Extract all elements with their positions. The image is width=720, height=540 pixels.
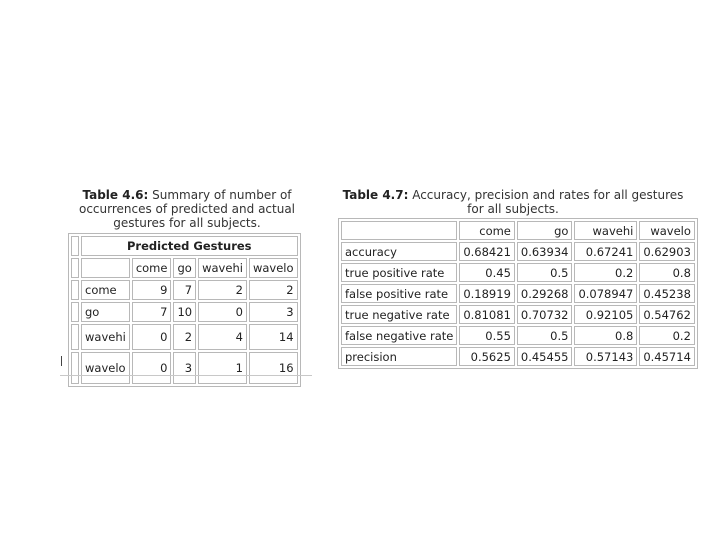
predicted-gestures-header: Predicted Gestures: [81, 236, 298, 256]
table-row: [341, 242, 695, 261]
cell-value: 0: [198, 302, 247, 322]
corner-cell: [341, 221, 457, 240]
cell-value: 0.63934: [517, 242, 573, 261]
cell-value: 0.67241: [574, 242, 637, 261]
cell-value: 0.5: [517, 263, 573, 282]
cell-value: 0.70732: [517, 305, 573, 324]
cell-value: 0.45238: [639, 284, 695, 303]
metric-label: precision: [341, 347, 457, 366]
blank-cell: [81, 258, 130, 278]
cell-value: 0.45455: [517, 347, 573, 366]
row-label: come: [81, 280, 130, 300]
table-row: [341, 347, 695, 366]
metric-label: false positive rate: [341, 284, 457, 303]
cell-value: 0.078947: [574, 284, 637, 303]
caption-label: Table 4.7:: [342, 188, 409, 202]
cell-value: 3: [173, 352, 196, 384]
cell-value: 0.5625: [459, 347, 515, 366]
row-label: go: [81, 302, 130, 322]
cell-value: 14: [249, 324, 298, 350]
metrics-table: [338, 218, 698, 369]
divider: [60, 375, 312, 376]
table-row: [71, 302, 298, 322]
cell-value: 0.2: [639, 326, 695, 345]
cell-value: 0.68421: [459, 242, 515, 261]
column-header: go: [173, 258, 196, 278]
cell-value: 0.5: [517, 326, 573, 345]
cell-value: 7: [132, 302, 172, 322]
caption-label: Table 4.6:: [82, 188, 149, 202]
cell-value: 3: [249, 302, 298, 322]
cell-value: 0.8: [639, 263, 695, 282]
column-header: wavelo: [639, 221, 695, 240]
cell-value: 2: [249, 280, 298, 300]
cell-value: 2: [173, 324, 196, 350]
cell-value: 0.57143: [574, 347, 637, 366]
caption-text: Summary of number of occurrences of predicted and actual gestures for all subjects.: [78, 188, 296, 230]
caption-text: Accuracy, precision and rates for all gestures for all subjects.: [408, 188, 684, 216]
table-row: [341, 284, 695, 303]
table-row: [341, 305, 695, 324]
row-label: wavehi: [81, 324, 130, 350]
column-header: come: [132, 258, 172, 278]
blank-cell: [71, 324, 79, 350]
metrics-table-panel: [338, 188, 691, 368]
confusion-matrix-table: [68, 233, 301, 387]
column-header: wavelo: [249, 258, 298, 278]
cell-value: 0.62903: [639, 242, 695, 261]
table-row: [341, 326, 695, 345]
cell-value: 0: [132, 352, 172, 384]
cell-value: 16: [249, 352, 298, 384]
blank-cell: [71, 258, 79, 278]
table-row: [71, 324, 298, 350]
blank-cell: [71, 352, 79, 384]
column-header: wavehi: [198, 258, 247, 278]
table-row: [341, 263, 695, 282]
cell-value: 9: [132, 280, 172, 300]
column-header: come: [459, 221, 515, 240]
cell-value: 0.81081: [459, 305, 515, 324]
cell-value: 0.45: [459, 263, 515, 282]
table-4-6-caption: [74, 188, 300, 230]
cell-value: 10: [173, 302, 196, 322]
metric-label: false negative rate: [341, 326, 457, 345]
metric-label: accuracy: [341, 242, 457, 261]
cell-value: 0.92105: [574, 305, 637, 324]
cell-value: 0.54762: [639, 305, 695, 324]
corner-cell: [71, 236, 79, 256]
cell-value: 7: [173, 280, 196, 300]
cell-value: 0.2: [574, 263, 637, 282]
metric-label: true negative rate: [341, 305, 457, 324]
cell-value: 0.29268: [517, 284, 573, 303]
edge-mark: [61, 356, 64, 366]
cell-value: 0: [132, 324, 172, 350]
column-header: wavehi: [574, 221, 637, 240]
table-4-7-caption: [340, 188, 686, 216]
metric-label: true positive rate: [341, 263, 457, 282]
cell-value: 2: [198, 280, 247, 300]
confusion-table-panel: [60, 188, 312, 378]
table-row: [71, 280, 298, 300]
cell-value: 0.45714: [639, 347, 695, 366]
cell-value: 0.8: [574, 326, 637, 345]
cell-value: 0.18919: [459, 284, 515, 303]
cell-value: 4: [198, 324, 247, 350]
cell-value: 0.55: [459, 326, 515, 345]
blank-cell: [71, 280, 79, 300]
cell-value: 1: [198, 352, 247, 384]
blank-cell: [71, 302, 79, 322]
table-row: [71, 352, 298, 384]
column-header: go: [517, 221, 573, 240]
row-label: wavelo: [81, 352, 130, 384]
